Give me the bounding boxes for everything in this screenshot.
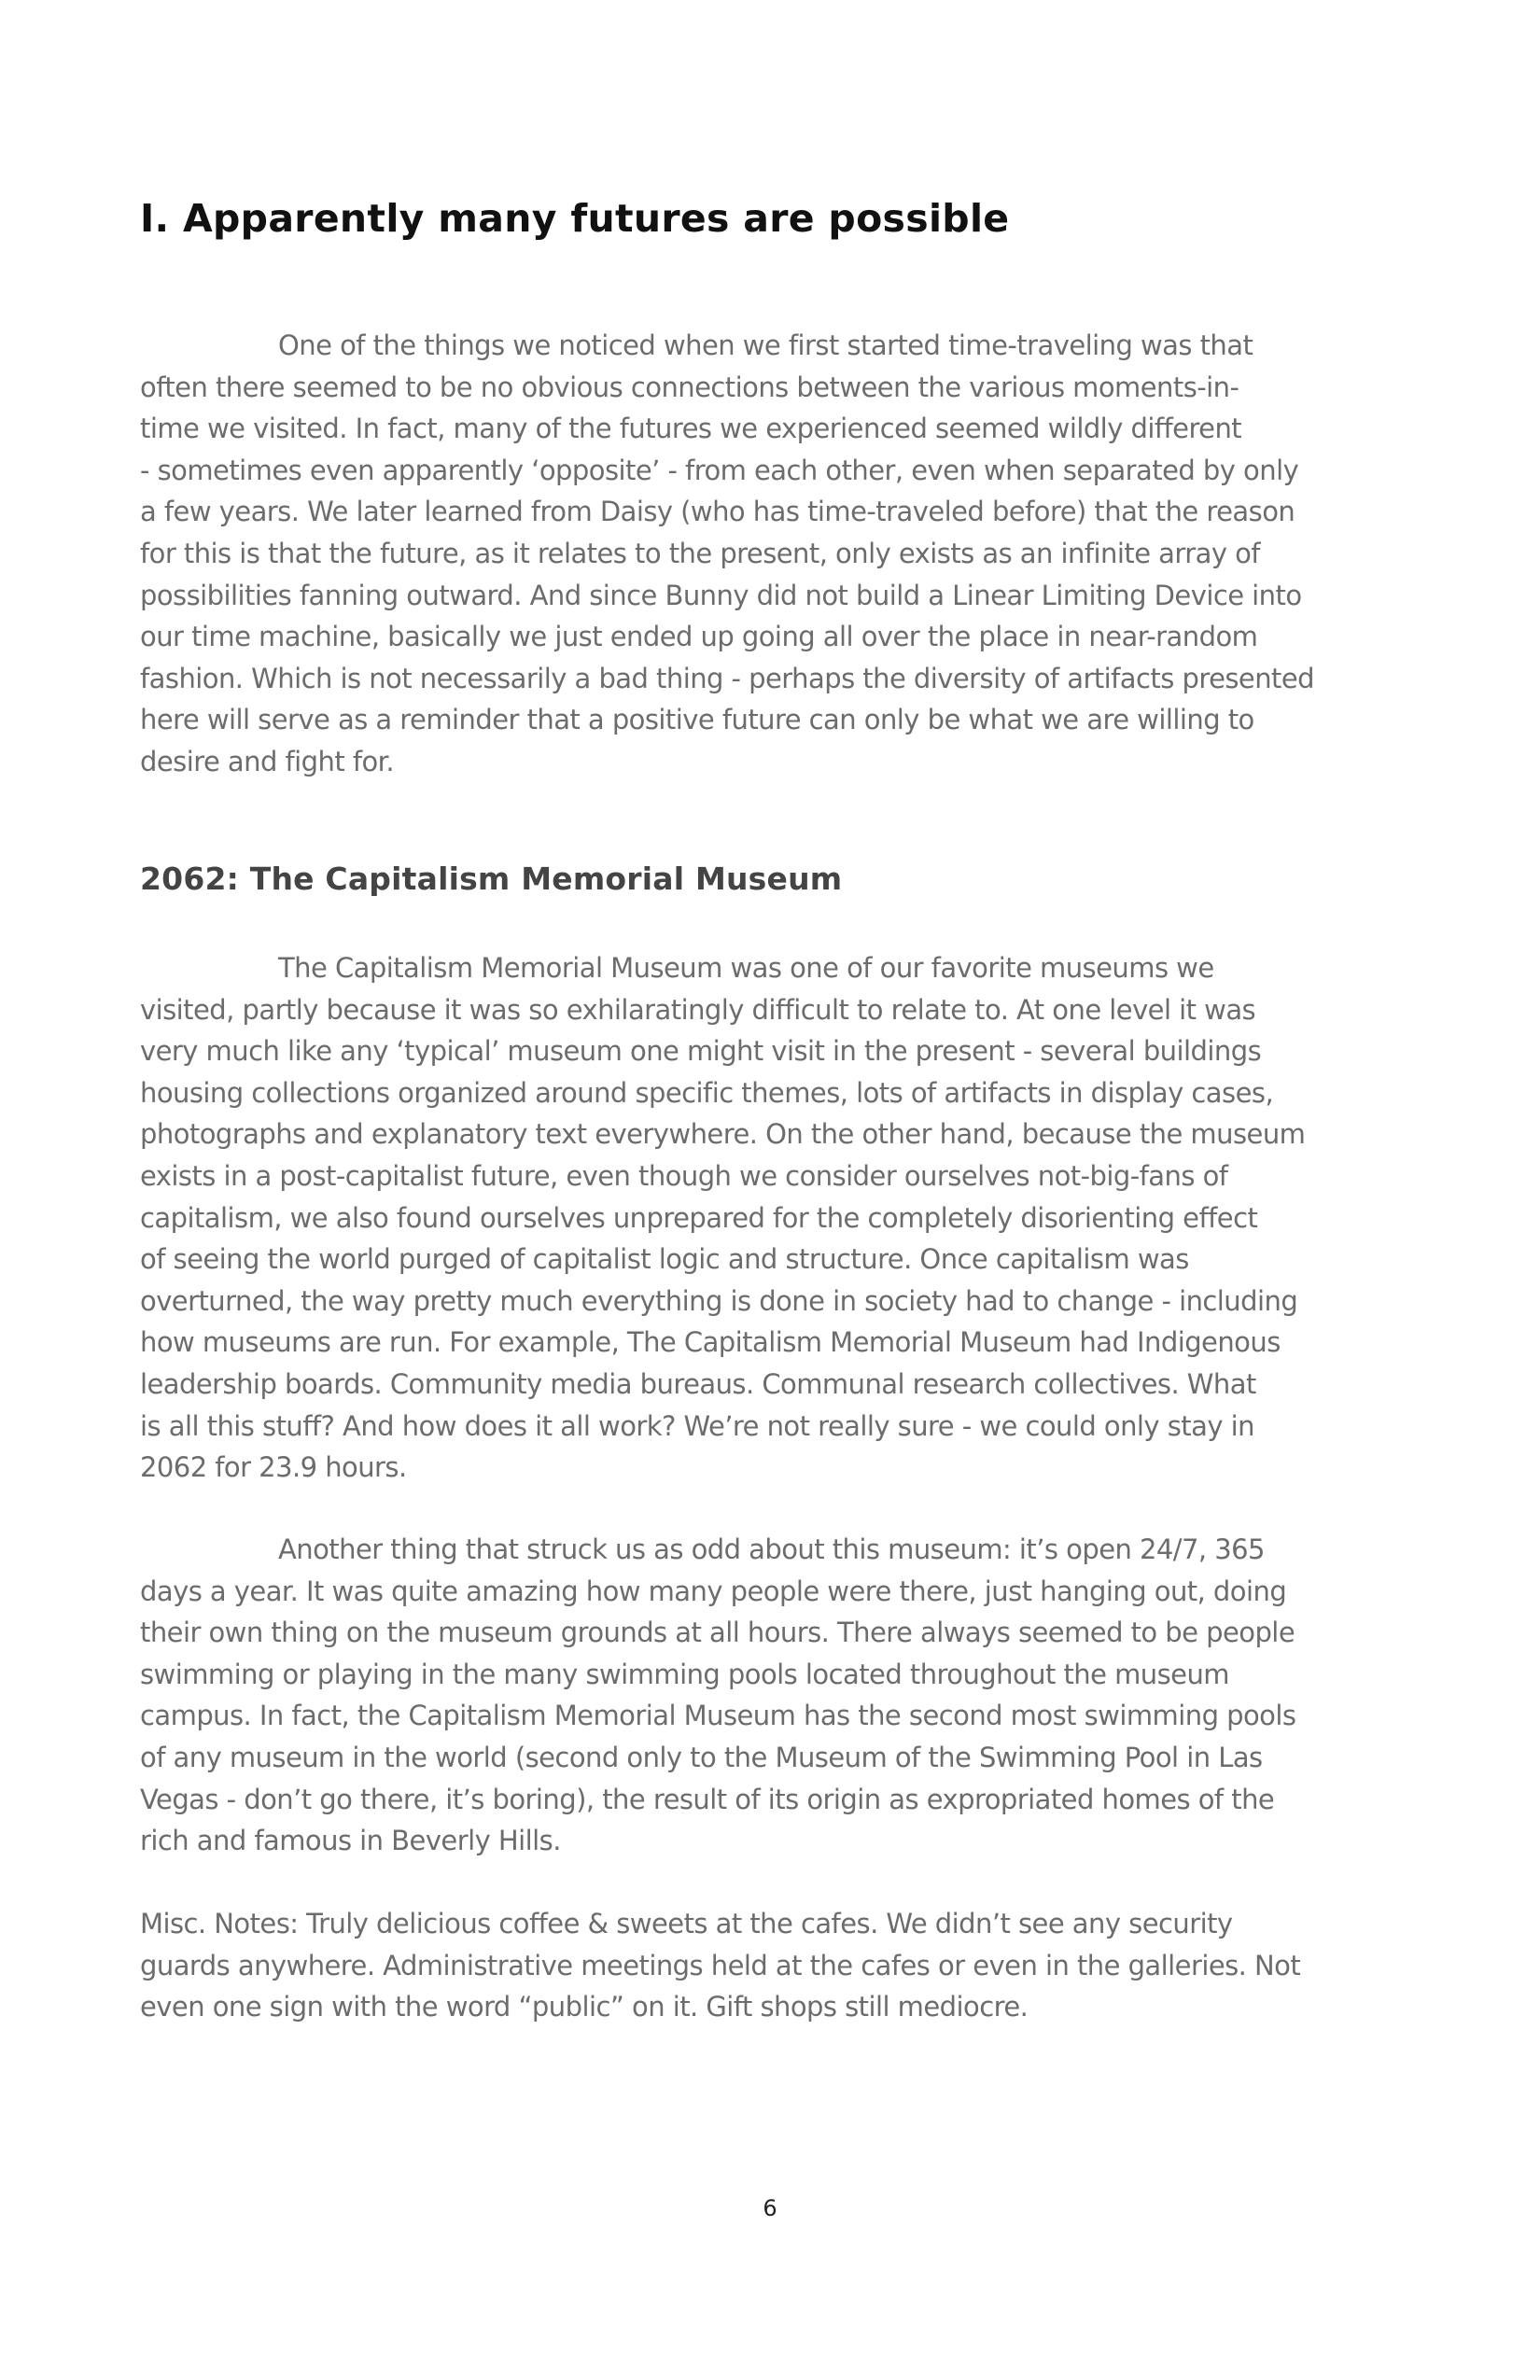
- paragraph-line: their own thing on the museum grounds at all hours. There always seemed to be people: [140, 1617, 1295, 1649]
- section-heading: 2062: The Capitalism Memorial Museum: [140, 861, 843, 897]
- paragraph-line: is all this stuff? And how does it all work? We’re not really sure - we could only stay in: [140, 1409, 1254, 1442]
- paragraph-line: The Capitalism Memorial Museum was one of our favorite museums we: [278, 952, 1214, 984]
- document-page: [140, 0, 1400, 2380]
- page-number: 6: [763, 2195, 777, 2221]
- paragraph-line: for this is that the future, as it relates to the present, only exists as an infinite array of: [140, 537, 1260, 569]
- paragraph-line: 2062 for 23.9 hours.: [140, 1451, 407, 1484]
- paragraph-line: photographs and explanatory text everywhere. On the other hand, because the museum: [140, 1118, 1306, 1151]
- paragraph-line: a few years. We later learned from Daisy (who has time-traveled before) that the reason: [140, 496, 1295, 528]
- paragraph-line: One of the things we noticed when we first started time-traveling was that: [278, 329, 1253, 361]
- paragraph-line: leadership boards. Community media bureaus. Communal research collectives. What: [140, 1367, 1256, 1400]
- museum-paragraph-2: [140, 1529, 1295, 1862]
- paragraph-line: housing collections organized around specific themes, lots of artifacts in display cases,: [140, 1076, 1274, 1109]
- paragraph-line: guards anywhere. Administrative meetings held at the cafes or even in the galleries. Not: [140, 1949, 1301, 1981]
- paragraph-line: exists in a post-capitalist future, even though we consider ourselves not-big-fans of: [140, 1159, 1228, 1192]
- paragraph-line: often there seemed to be no obvious connections between the various moments-in-: [140, 371, 1239, 403]
- paragraph-line: our time machine, basically we just ended up going all over the place in near-random: [140, 621, 1258, 653]
- chapter-title: I. Apparently many futures are possible: [140, 196, 1010, 241]
- paragraph-line: visited, partly because it was so exhilaratingly difficult to relate to. At one level it was: [140, 993, 1256, 1026]
- paragraph-line: even one sign with the word “public” on it. Gift shops still mediocre.: [140, 1991, 1029, 2023]
- paragraph-line: Misc. Notes: Truly delicious coffee & sweets at the cafes. We didn’t see any security: [140, 1908, 1233, 1939]
- paragraph-line: how museums are run. For example, The Capitalism Memorial Museum had Indigenous: [140, 1326, 1281, 1359]
- paragraph-line: campus. In fact, the Capitalism Memorial Museum has the second most swimming pools: [140, 1700, 1296, 1732]
- paragraph-line: time we visited. In fact, many of the futures we experienced seemed wildly different: [140, 413, 1242, 445]
- paragraph-line: here will serve as a reminder that a positive future can only be what we are willing to: [140, 704, 1254, 736]
- paragraph-line: rich and famous in Beverly Hills.: [140, 1825, 561, 1857]
- paragraph-line: fashion. Which is not necessarily a bad thing - perhaps the diversity of artifacts presented: [140, 662, 1315, 694]
- paragraph-line: Another thing that struck us as odd about this museum: it’s open 24/7, 365: [278, 1533, 1265, 1565]
- paragraph-line: overturned, the way pretty much everything is done in society had to change - including: [140, 1284, 1298, 1317]
- paragraph-line: days a year. It was quite amazing how many people were there, just hanging out, doing: [140, 1575, 1287, 1607]
- paragraph-line: swimming or playing in the many swimming pools located throughout the museum: [140, 1658, 1229, 1690]
- paragraph-line: possibilities fanning outward. And since Bunny did not build a Linear Limiting Device into: [140, 579, 1302, 611]
- paragraph-line: very much like any ‘typical’ museum one might visit in the present - several buildings: [140, 1035, 1262, 1068]
- intro-paragraph: [140, 325, 1314, 783]
- paragraph-line: of any museum in the world (second only to the Museum of the Swimming Pool in Las: [140, 1741, 1263, 1773]
- paragraph-line: capitalism, we also found ourselves unprepared for the completely disorienting effect: [140, 1201, 1258, 1234]
- paragraph-line: - sometimes even apparently ‘opposite’ - from each other, even when separated by only: [140, 454, 1299, 486]
- paragraph-line: of seeing the world purged of capitalist logic and structure. Once capitalism was: [140, 1243, 1189, 1276]
- misc-notes-paragraph: [140, 1903, 1300, 2028]
- paragraph-line: desire and fight for.: [140, 745, 395, 777]
- paragraph-line: Vegas - don’t go there, it’s boring), the result of its origin as expropriated homes of the: [140, 1783, 1275, 1815]
- museum-paragraph-1: [140, 947, 1305, 1489]
